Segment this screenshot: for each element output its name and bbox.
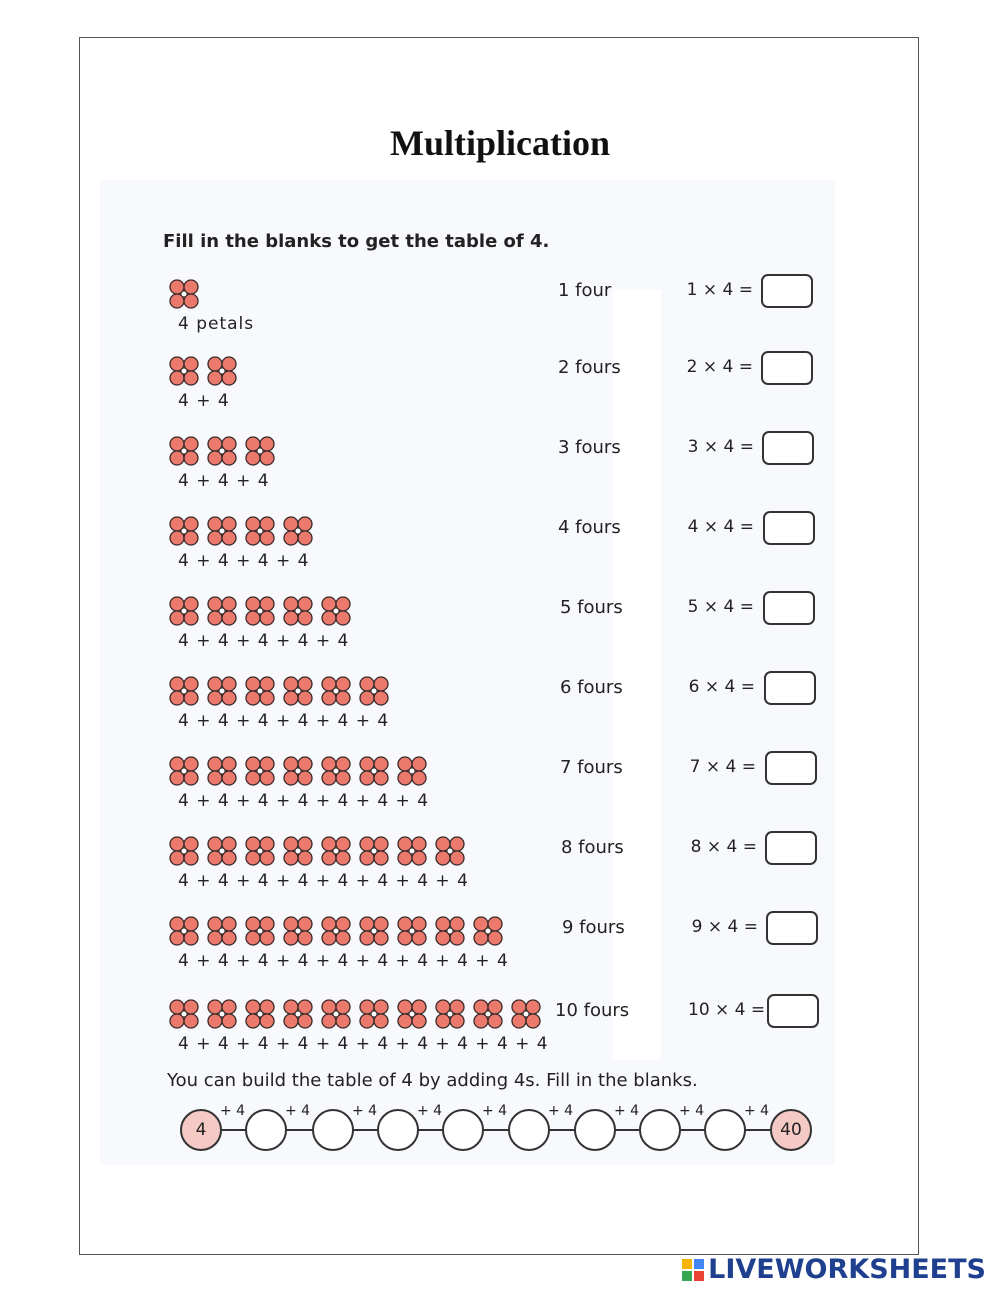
table-row: [0, 755, 1000, 825]
flower-icon: [358, 755, 390, 789]
plus-four-label: + 4: [679, 1103, 705, 1119]
flower-icon: [168, 675, 200, 709]
addition-expression: 4 + 4 + 4 + 4 + 4 + 4 + 4 + 4 + 4: [178, 951, 509, 971]
flower-icon: [282, 515, 314, 549]
addition-expression: 4 + 4 + 4 + 4 + 4: [178, 631, 350, 651]
flower-icon: [206, 998, 238, 1032]
chain-start-circle: 4: [180, 1109, 222, 1151]
instruction-table-of-4: Fill in the blanks to get the table of 4.: [163, 231, 550, 252]
flower-icon: [358, 835, 390, 869]
addition-expression: 4 + 4 + 4: [178, 471, 270, 491]
multiplication-equation: 1 × 4 =: [686, 280, 753, 300]
group-count: 4 fours: [558, 517, 621, 538]
flower-icon: [244, 595, 276, 629]
group-count: 9 fours: [562, 917, 625, 938]
flower-icon: [168, 435, 200, 469]
liveworksheets-logo-icon: [682, 1259, 704, 1281]
flower-group: [168, 998, 542, 1032]
table-row: [0, 515, 1000, 585]
flower-icon: [168, 355, 200, 389]
plus-four-label: + 4: [614, 1103, 640, 1119]
chain-blank-circle[interactable]: [574, 1109, 616, 1151]
flower-icon: [320, 755, 352, 789]
multiplication-equation: 2 × 4 =: [686, 357, 753, 377]
flower-icon: [472, 915, 504, 949]
flower-icon: [244, 515, 276, 549]
table-row: [0, 835, 1000, 905]
group-count: 8 fours: [561, 837, 624, 858]
flower-group: [168, 915, 504, 949]
multiplication-equation: 7 × 4 =: [689, 757, 756, 777]
flower-icon: [244, 675, 276, 709]
flower-icon: [206, 675, 238, 709]
multiplication-equation: 3 × 4 =: [687, 437, 754, 457]
flower-icon: [168, 278, 200, 312]
addition-expression: 4 + 4 + 4 + 4 + 4 + 4 + 4 + 4: [178, 871, 469, 891]
flower-icon: [510, 998, 542, 1032]
flower-icon: [168, 755, 200, 789]
table-row: [0, 998, 1000, 1068]
flower-icon: [168, 515, 200, 549]
flower-icon: [244, 998, 276, 1032]
flower-group: [168, 278, 200, 312]
flower-group: [168, 435, 276, 469]
flower-icon: [206, 915, 238, 949]
flower-group: [168, 355, 238, 389]
flower-icon: [206, 515, 238, 549]
flower-icon: [358, 998, 390, 1032]
answer-box[interactable]: [765, 751, 817, 785]
multiplication-equation: 5 × 4 =: [687, 597, 754, 617]
plus-four-label: + 4: [220, 1103, 246, 1119]
page-title: Multiplication: [389, 123, 610, 163]
flower-icon: [396, 998, 428, 1032]
plus-four-label: + 4: [285, 1103, 311, 1119]
addition-expression: 4 + 4 + 4 + 4: [178, 551, 310, 571]
flower-icon: [282, 675, 314, 709]
table-row: [0, 675, 1000, 745]
flower-icon: [282, 835, 314, 869]
answer-box[interactable]: [764, 671, 816, 705]
flower-group: [168, 595, 352, 629]
flower-icon: [434, 835, 466, 869]
answer-box[interactable]: [767, 994, 819, 1028]
instruction-build-table: You can build the table of 4 by adding 4s. Fill in the blanks.: [167, 1070, 698, 1091]
group-count: 3 fours: [558, 437, 621, 458]
flower-icon: [358, 675, 390, 709]
flower-icon: [282, 755, 314, 789]
flower-icon: [168, 835, 200, 869]
answer-box[interactable]: [761, 351, 813, 385]
chain-blank-circle[interactable]: [245, 1109, 287, 1151]
flower-icon: [282, 998, 314, 1032]
addition-expression: 4 petals: [178, 314, 255, 334]
chain-line: [200, 1129, 790, 1131]
group-count: 2 fours: [558, 357, 621, 378]
flower-icon: [244, 435, 276, 469]
flower-icon: [472, 998, 504, 1032]
table-row: [0, 595, 1000, 665]
flower-group: [168, 675, 390, 709]
flower-group: [168, 835, 466, 869]
flower-icon: [206, 435, 238, 469]
flower-icon: [320, 595, 352, 629]
plus-four-label: + 4: [744, 1103, 770, 1119]
answer-box[interactable]: [763, 591, 815, 625]
group-count: 10 fours: [555, 1000, 630, 1021]
answer-box[interactable]: [762, 431, 814, 465]
table-row: [0, 278, 1000, 348]
flower-group: [168, 515, 314, 549]
flower-icon: [396, 835, 428, 869]
flower-icon: [168, 595, 200, 629]
flower-icon: [206, 355, 238, 389]
flower-icon: [434, 998, 466, 1032]
table-row: [0, 915, 1000, 985]
addition-expression: 4 + 4 + 4 + 4 + 4 + 4: [178, 711, 390, 731]
plus-four-label: + 4: [548, 1103, 574, 1119]
logo-text: LIVEWORKSHEETS: [708, 1254, 986, 1285]
answer-box[interactable]: [766, 911, 818, 945]
answer-box[interactable]: [765, 831, 817, 865]
plus-four-label: + 4: [482, 1103, 508, 1119]
chain-blank-circle[interactable]: [377, 1109, 419, 1151]
group-count: 6 fours: [560, 677, 623, 698]
flower-icon: [206, 595, 238, 629]
liveworksheets-logo: [682, 1254, 986, 1285]
plus-four-label: + 4: [417, 1103, 443, 1119]
flower-icon: [320, 835, 352, 869]
addition-expression: 4 + 4 + 4 + 4 + 4 + 4 + 4 + 4 + 4 + 4: [178, 1034, 549, 1054]
answer-box[interactable]: [763, 511, 815, 545]
chain-end-circle: 40: [770, 1109, 812, 1151]
group-count: 7 fours: [560, 757, 623, 778]
flower-icon: [244, 915, 276, 949]
flower-icon: [320, 675, 352, 709]
addition-expression: 4 + 4: [178, 391, 230, 411]
flower-icon: [244, 755, 276, 789]
flower-icon: [282, 595, 314, 629]
table-row: [0, 435, 1000, 505]
addition-expression: 4 + 4 + 4 + 4 + 4 + 4 + 4: [178, 791, 430, 811]
flower-icon: [358, 915, 390, 949]
group-count: 1 four: [558, 280, 612, 301]
flower-icon: [320, 998, 352, 1032]
flower-icon: [244, 835, 276, 869]
answer-box[interactable]: [761, 274, 813, 308]
flower-icon: [434, 915, 466, 949]
flower-group: [168, 755, 428, 789]
flower-icon: [396, 915, 428, 949]
flower-icon: [320, 915, 352, 949]
addition-chain: [180, 1105, 820, 1165]
group-count: 5 fours: [560, 597, 623, 618]
table-row: [0, 355, 1000, 425]
flower-icon: [168, 915, 200, 949]
multiplication-equation: 8 × 4 =: [690, 837, 757, 857]
flower-icon: [282, 915, 314, 949]
multiplication-equation: 4 × 4 =: [687, 517, 754, 537]
chain-blank-circle[interactable]: [704, 1109, 746, 1151]
multiplication-equation: 9 × 4 =: [691, 917, 758, 937]
chain-blank-circle[interactable]: [312, 1109, 354, 1151]
plus-four-label: + 4: [352, 1103, 378, 1119]
chain-blank-circle[interactable]: [639, 1109, 681, 1151]
flower-icon: [206, 835, 238, 869]
flower-icon: [206, 755, 238, 789]
flower-icon: [168, 998, 200, 1032]
chain-blank-circle[interactable]: [508, 1109, 550, 1151]
multiplication-equation: 6 × 4 =: [688, 677, 755, 697]
flower-icon: [396, 755, 428, 789]
multiplication-equation: 10 × 4 =: [688, 1000, 766, 1020]
chain-blank-circle[interactable]: [442, 1109, 484, 1151]
